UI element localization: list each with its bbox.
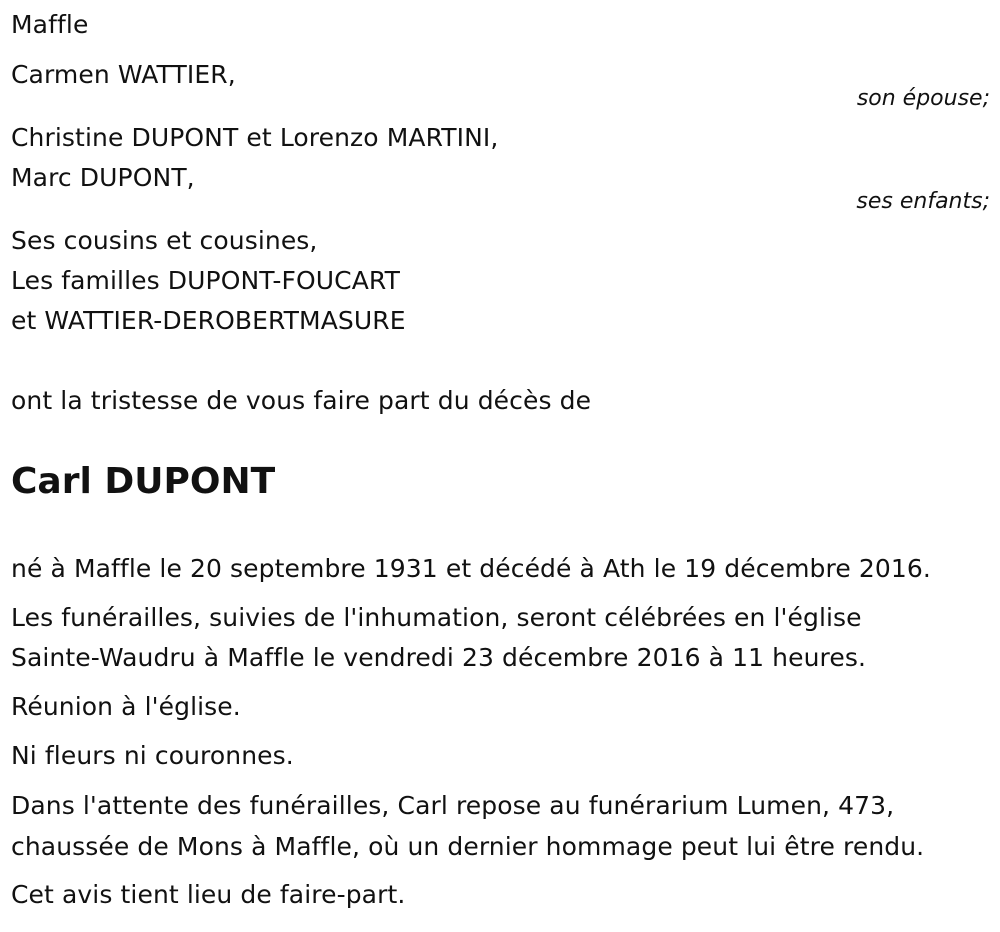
deceased-name: Carl DUPONT xyxy=(11,461,276,502)
viewing-line-2: chaussée de Mons à Maffle, où un dernier hommage peut lui être rendu. xyxy=(11,832,925,861)
funeral-line-1: Les funérailles, suivies de l'inhumation, seront célébrées en l'église xyxy=(11,603,862,632)
spouse-name: Carmen WATTIER, xyxy=(11,60,236,89)
birth-death-text: né à Maffle le 20 septembre 1931 et décédé à Ath le 19 décembre 2016. xyxy=(11,554,931,583)
flowers-text: Ni fleurs ni couronnes. xyxy=(11,741,294,770)
funeral-line-2: Sainte-Waudru à Maffle le vendredi 23 décembre 2016 à 11 heures. xyxy=(11,643,867,672)
relatives-line-2: Les familles DUPONT-FOUCART xyxy=(11,266,400,295)
closing-text: Cet avis tient lieu de faire-part. xyxy=(11,880,406,909)
children-line-1: Christine DUPONT et Lorenzo MARTINI, xyxy=(11,123,499,152)
children-role: ses enfants; xyxy=(856,189,990,214)
children-line-2: Marc DUPONT, xyxy=(11,163,195,192)
relatives-line-1: Ses cousins et cousines, xyxy=(11,226,318,255)
spouse-role: son épouse; xyxy=(856,86,990,111)
viewing-line-1: Dans l'attente des funérailles, Carl repose au funérarium Lumen, 473, xyxy=(11,791,895,820)
meeting-text: Réunion à l'église. xyxy=(11,692,241,721)
location-heading: Maffle xyxy=(11,10,89,39)
announcement-text: ont la tristesse de vous faire part du décès de xyxy=(11,386,592,415)
relatives-line-3: et WATTIER-DEROBERTMASURE xyxy=(11,306,406,335)
